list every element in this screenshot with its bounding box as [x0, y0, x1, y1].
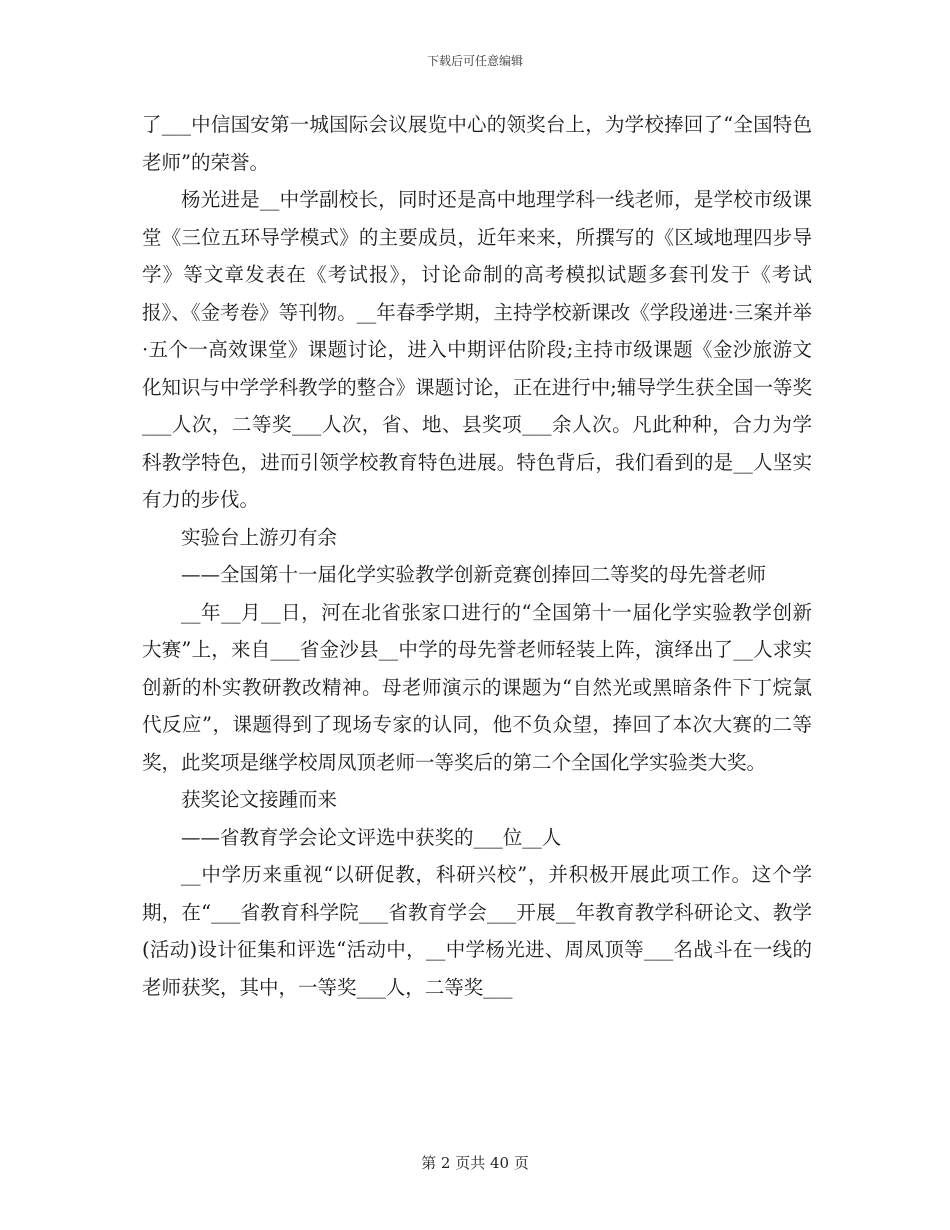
paragraph-yang-guangjin: 杨光进是__中学副校长，同时还是高中地理学科一线老师，是学校市级课堂《三位五环导学模式》的主要成员，近年来来，所撰写的《区域地理四步导学》等文章发表在《考试报》，讨论命制的高考模拟试题多套刊发于《考试报》、《金考卷》等刊物。__年春季学期，主持学校新课改《学段递进·三案并举·五个一高效课堂》课题讨论，进入中期评估阶段;主持市级课题《金沙旅游文化知识与中学学科教学的整合》课题讨论，正在进行中;辅导学生获全国一等奖___人次，二等奖___人次，省、地、县奖项___余人次。凡此种种，合力为学科教学特色，进而引领学校教育特色进展。特色背后，我们看到的是__人坚实有力的步伐。 [142, 188, 812, 511]
page-footer: 第 2 页共 40 页 [421, 1154, 529, 1172]
section-subheading-lab: ——全国第十一届化学实验教学创新竞赛创捧回二等奖的母先誉老师 [181, 563, 767, 586]
section-heading-papers: 获奖论文接踵而来 [181, 788, 338, 811]
page-header: 下载后可任意编辑 [426, 54, 523, 68]
paragraph-research-papers: __中学历来重视“以研促教，科研兴校”，并积极开展此项工作。这个学期，在“___省教育科学院___省教育学会___开展__年教育教学科研论文、教学(活动)设计征集和评选“活动中，__中学杨光进、周凤顶等___名战斗在一线的老师获奖，其中，一等奖___人，二等奖___ [142, 863, 812, 999]
paragraph-continuation: 了___中信国安第一城国际会议展览中心的领奖台上，为学校捧回了“全国特色老师”的荣誉。 [142, 113, 812, 174]
section-subheading-papers: ——省教育学会论文评选中获奖的___位__人 [181, 825, 562, 849]
document-body [142, 106, 812, 1006]
section-heading-lab: 实验台上游刃有余 [181, 525, 338, 549]
paragraph-lab-competition: __年__月__日，河在北省张家口进行的“全国第十一届化学实验教学创新大赛”上，来自___省金沙县__中学的母先誉老师轻装上阵，演绎出了__人求实创新的朴实教研教改精神。母老师演示的课题为“自然光或黑暗条件下丁烷氯代反应”，课题得到了现场专家的认同，他不负众望，捧回了本次大赛的二等奖，此奖项是继学校周凤顶老师一等奖后的第二个全国化学实验类大奖。 [142, 600, 812, 774]
